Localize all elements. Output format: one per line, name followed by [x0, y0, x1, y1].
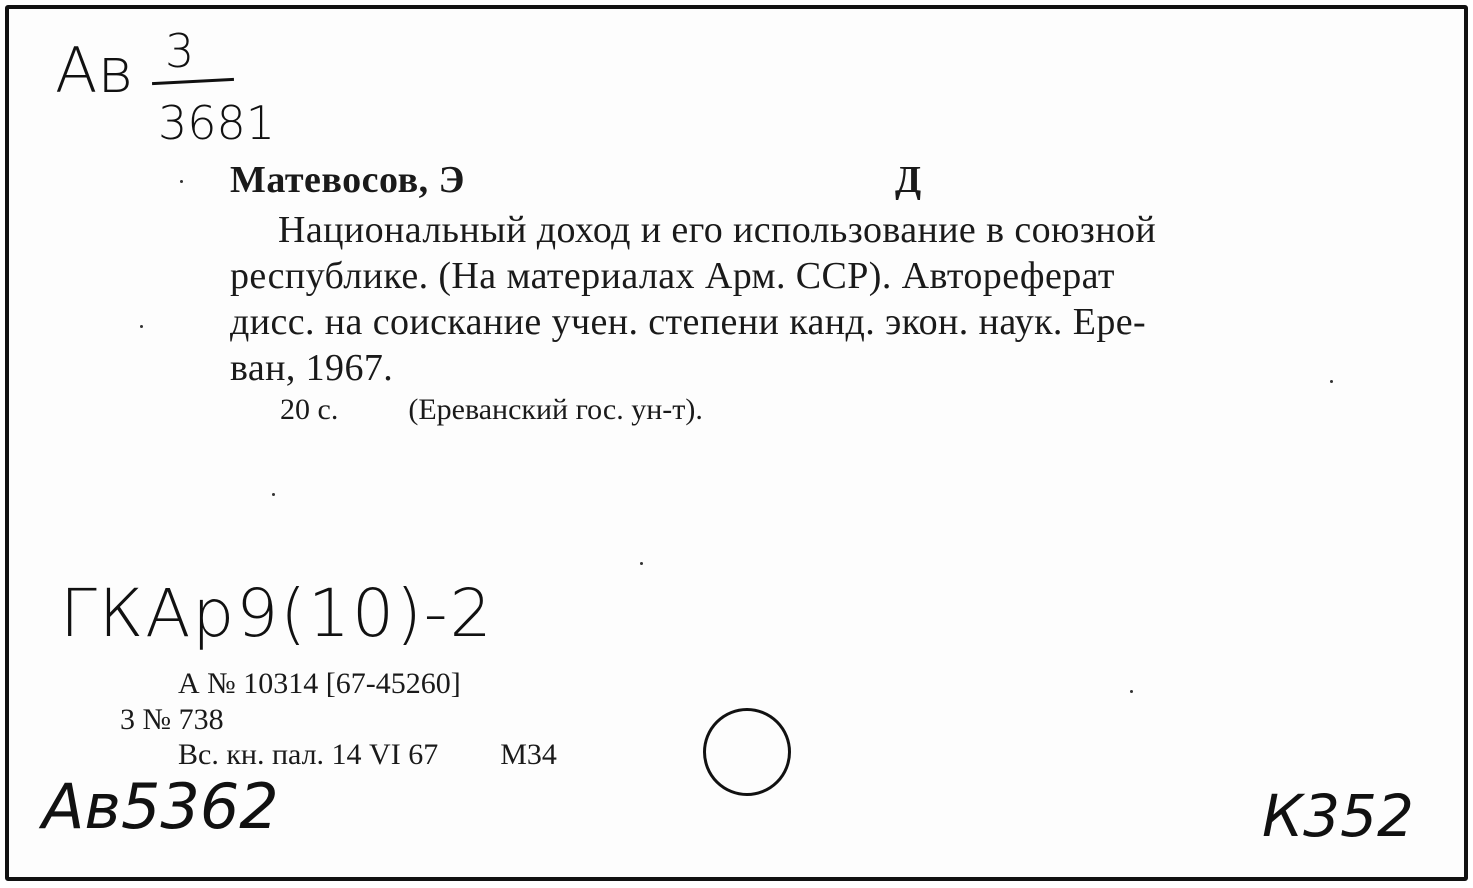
corner-note: К352 [1262, 782, 1414, 850]
speck [1130, 690, 1133, 693]
record-z-number: 3 № 738 [120, 703, 224, 736]
record-a-number: А № 10314 [67-45260] [178, 667, 461, 700]
call-number-top: 3 [165, 24, 195, 78]
record-code: М34 [500, 738, 557, 771]
publisher-note: (Ереванский гос. ун-т). [408, 393, 703, 426]
collation-line [280, 393, 703, 427]
page-count: 20 с. [280, 393, 339, 426]
shelf-code: ГКАр9(10)-2 [60, 575, 494, 652]
title-line-4: ван, 1967. [230, 347, 394, 389]
call-number-prefix: Ав [55, 34, 134, 107]
chamber-line [178, 738, 557, 772]
speck [272, 493, 275, 496]
title-line-3: дисс. на соискание учен. степени канд. экон. наук. Ере- [230, 301, 1147, 343]
dissertation-mark: Д [895, 159, 922, 201]
stamp-circle [703, 708, 791, 796]
title-line-1: Национальный доход и его использование в союзной [278, 209, 1157, 251]
inventory-number: Ав5362 [42, 770, 279, 843]
speck [180, 180, 183, 183]
author-heading: Матевосов, Э [230, 159, 465, 201]
call-number-bottom: 3681 [158, 96, 276, 150]
speck [140, 325, 143, 328]
book-chamber-record: Вс. кн. пал. 14 VI 67 [178, 738, 439, 771]
speck [640, 562, 643, 565]
speck [1330, 380, 1333, 383]
title-line-2: республике. (На материалах Арм. ССР). Автореферат [230, 255, 1115, 297]
